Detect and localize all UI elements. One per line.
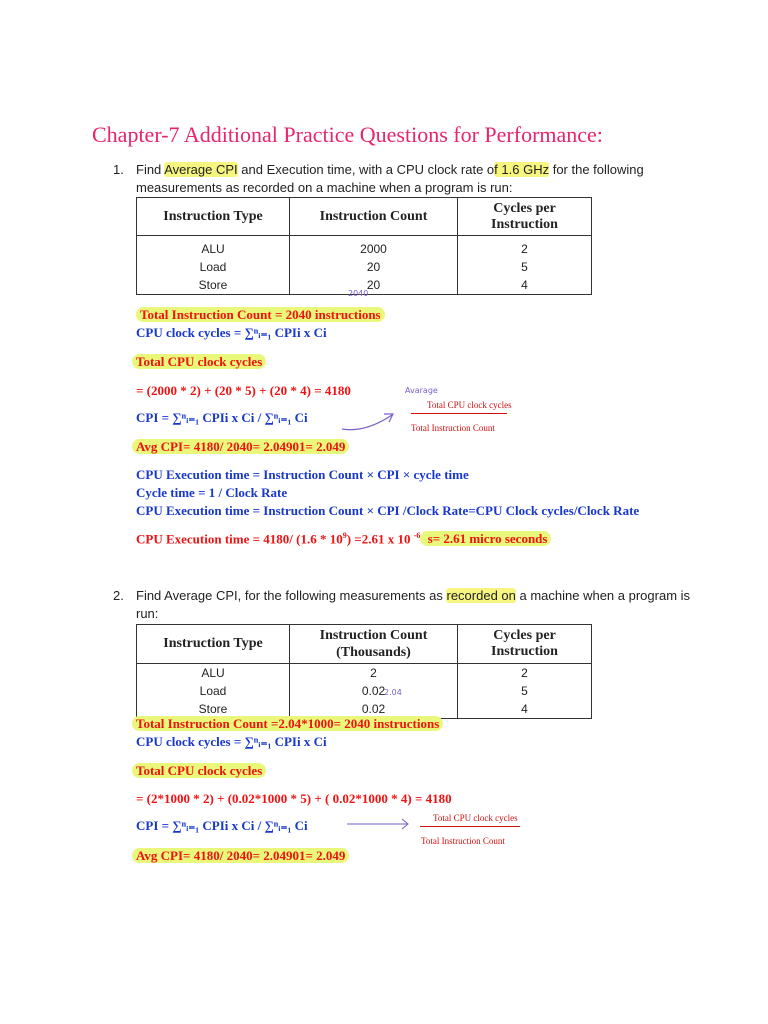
q1-note-fraction-line [411, 413, 507, 414]
q2-note-total-cycles: Total CPU clock cycles [433, 813, 518, 823]
q2-line2: run: [136, 606, 159, 621]
q1-cell: 2000 [290, 236, 458, 259]
q2-header-type: Instruction Type [137, 625, 290, 664]
q1-cell: ALU [137, 236, 290, 259]
q2-cell: 4 [458, 700, 592, 719]
q1-cell: 4 [458, 276, 592, 295]
q1-line1-b: and Execution time, with a CPU clock rate o [237, 162, 495, 177]
q1-calc: = (2000 * 2) + (20 * 5) + (20 * 4) = 4180 [136, 383, 351, 398]
q2-cell: 5 [458, 682, 592, 700]
q2-cell: ALU [137, 664, 290, 683]
q1-exec-time-1: CPU Execution time = Instruction Count × CPI × cycle time [136, 467, 469, 482]
q1-number: 1. [113, 162, 124, 177]
q2-number: 2. [113, 588, 124, 603]
q1-exec-result: CPU Execution time = 4180/ $(1.6 * 10^9) =2.61$ x 10 $^{-6}$ s= 2.61 micro seconds [136, 531, 551, 547]
q1-total-count: Total Instruction Count = 2040 instructions [136, 307, 385, 323]
q1-avg-cpi-result: Avg CPI= 4180/ 2040= 2.04901= 2.049 [132, 439, 349, 455]
handwritten-average: Avarage [405, 386, 438, 395]
q2-table [136, 624, 592, 719]
q1-cycle-time: Cycle time = 1 / Clock Rate [136, 485, 288, 500]
q2-header-cpi: Cycles per Instruction [458, 625, 592, 664]
q2-cell: 0.02 [290, 700, 458, 719]
q2-note-fraction-line [420, 826, 520, 827]
q1-table [136, 197, 592, 295]
q2-cell: 2 [458, 664, 592, 683]
q1-exec-time-2: CPU Execution time = Instruction Count × CPI /Clock Rate=CPU Clock cycles/Clock Rate [136, 503, 640, 518]
q1-line2: measurements as recorded on a machine when a program is run: [136, 180, 513, 195]
q1-cell: 2 [458, 236, 592, 259]
q1-line1-c: for the following [549, 162, 644, 177]
q2-cpu-clock-cycles: CPU clock cycles = ∑ⁿᵢ₌₁ CPIi x Ci [136, 734, 327, 749]
q1-clock-rate: f 1.6 GHz [494, 162, 550, 177]
q2-avg-cpi-result: Avg CPI= 4180/ 2040= 2.04901= 2.049 [132, 848, 349, 864]
q2-recorded-on: recorded on [446, 588, 516, 603]
q2-calc: = (2*1000 * 2) + (0.02*1000 * 5) + ( 0.02*1000 * 4) = 4180 [136, 791, 452, 806]
q1-cell: Load [137, 258, 290, 276]
q2-cpi-formula: CPI = ∑ⁿᵢ₌₁ CPIi x Ci / ∑ⁿᵢ₌₁ Ci [136, 818, 308, 833]
page-title: Chapter-7 Additional Practice Questions for Performance: [92, 122, 603, 147]
q1-line1-a: Find [136, 162, 165, 177]
arrow-icon [345, 814, 415, 834]
handwritten-sum: 2040 [348, 289, 369, 298]
q1-header-type: Instruction Type [137, 198, 290, 236]
table-row [137, 664, 592, 683]
q2-note-total-count: Total Instruction Count [421, 836, 505, 846]
q1-header-cpi: Cycles per Instruction [458, 198, 592, 236]
q2-total-cpu-clock-cycles: Total CPU clock cycles [132, 763, 266, 779]
q1-cell: 5 [458, 258, 592, 276]
q2-total-count: Total Instruction Count =2.04*1000= 2040 instructions [132, 716, 443, 732]
q1-cell: 20 [290, 258, 458, 276]
q2-header-count: Instruction Count (Thousands) [290, 625, 458, 664]
q2-line1: Find Average CPI, for the following measurements as recorded on a machine when a program is [136, 588, 691, 603]
q1-note-total-count: Total Instruction Count [411, 423, 495, 433]
q1-cpu-clock-cycles: CPU clock cycles = ∑ⁿᵢ₌₁ CPIi x Ci [136, 325, 327, 340]
q1-note-total-cycles: Total CPU clock cycles [427, 400, 512, 410]
q1-avg-cpi: Average CPI [164, 162, 238, 177]
arrow-icon [340, 405, 400, 433]
table-row [137, 236, 592, 259]
q2-cell: 0.02 [290, 682, 458, 700]
q1-cpi-formula: CPI = ∑ⁿᵢ₌₁ CPIi x Ci / ∑ⁿᵢ₌₁ Ci [136, 410, 308, 425]
q1-header-count: Instruction Count [290, 198, 458, 236]
table-row [137, 258, 592, 276]
q1-total-cpu-clock-cycles: Total CPU clock cycles [132, 354, 266, 370]
q1-cell: 20 [290, 276, 458, 295]
q2-cell: Store [137, 700, 290, 719]
table-row [137, 682, 592, 700]
q1-cell: Store [137, 276, 290, 295]
q2-cell: 2 [290, 664, 458, 683]
q2-cell: Load [137, 682, 290, 700]
handwritten-2-04: 2.04 [384, 688, 402, 697]
q1-line1 [136, 162, 644, 177]
